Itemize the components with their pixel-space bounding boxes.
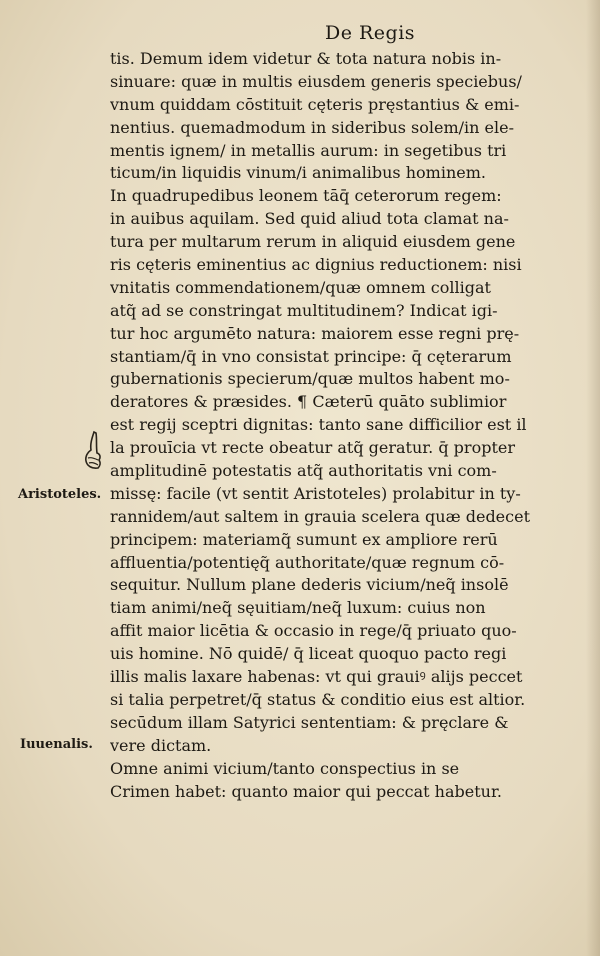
text-line: uis homine. Nō quidē/ q̄ liceat quoquo pacto regi: [110, 644, 507, 664]
text-line: stantiam/q̄ in vno consistat principe: q̄ cęterarum: [110, 346, 512, 366]
text-line: tis. Demum idem videtur & tota natura nobis in-: [110, 49, 502, 68]
text-line: vnitatis commendationem/quæ omnem colligat: [110, 277, 491, 297]
verse-line: Omne animi vicium/tanto conspectius in se: [110, 758, 460, 778]
text-line: principem: materiamq̃ sumunt ex ampliore rerū: [110, 529, 498, 549]
text-line: affit maior licētia & occasio in rege/q̄ priuato quo-: [110, 621, 517, 641]
margin-note-aristoteles: Aristoteles.: [18, 487, 102, 502]
text-line: vnum quiddam cōstituit cęteris pręstantius & emi-: [110, 94, 520, 114]
text-line: gubernationis specierum/quæ multos habent mo-: [110, 369, 510, 389]
text-line: ris cęteris eminentius ac dignius reductionem: nisi: [110, 255, 522, 275]
running-head: De Regis: [324, 22, 416, 44]
text-line: missę: facile (vt sentit Aristoteles) prolabitur in ty-: [110, 483, 521, 503]
text-line: tiam animi/neq̃ sęuitiam/neq̃ luxum: cuius non: [110, 598, 486, 618]
text-line: in auibus aquilam. Sed quid aliud tota clamat na-: [110, 209, 509, 229]
text-line: sequitur. Nullum plane dederis vicium/neq̃ insolē: [110, 575, 509, 595]
text-line: nentius. quemadmodum in sideribus solem/in ele-: [110, 117, 515, 137]
text-line: si talia perpetret/q̄ status & conditio eius est altior.: [110, 689, 526, 709]
text-line: ticum/in liquidis vinum/i animalibus hominem.: [110, 163, 486, 183]
margin-note-iuuenalis: Iuuenalis.: [20, 737, 93, 752]
text-line: tur hoc argumēto natura: maiorem esse regni prę-: [110, 323, 520, 343]
text-line: affluentia/potentięq̃ authoritate/quæ regnum cō-: [110, 552, 505, 572]
text-line: est regij sceptri dignitas: tanto sane difficilior est il: [110, 415, 527, 435]
text-line: deratores & præsides. ¶ Cæterū quāto sublimior: [110, 392, 507, 412]
text-line: la prouīcia vt recte obeatur atq̃ geratur. q̄ propter: [110, 438, 515, 458]
text-line: sinuare: quæ in multis eiusdem generis speciebus/: [110, 71, 522, 91]
text-line: amplitudinē potestatis atq̃ authoritatis vni com-: [110, 461, 497, 481]
text-line: atq̃ ad se constringat multitudinem? Indicat igi-: [110, 300, 498, 320]
text-line: vere dictam.: [110, 735, 212, 755]
main-text-block: [110, 48, 565, 803]
text-line: secūdum illam Satyrici sententiam: & pręclare &: [110, 712, 509, 732]
verse-line: Crimen habet: quanto maior qui peccat habetur.: [110, 781, 502, 801]
text-line: In quadrupedibus leonem tāq̄ ceterorum regem:: [110, 186, 502, 206]
text-line: illis malis laxare habenas: vt qui grauiꝰ alijs peccet: [110, 667, 523, 687]
text-line: rannidem/aut saltem in grauia scelera quæ dedecet: [110, 506, 531, 526]
text-line: mentis ignem/ in metallis aurum: in segetibus tri: [110, 140, 507, 160]
pointing-hand-icon: [80, 430, 104, 472]
text-line: tura per multarum rerum in aliquid eiusdem gene: [110, 232, 516, 252]
page-edge-shadow: [586, 0, 600, 956]
